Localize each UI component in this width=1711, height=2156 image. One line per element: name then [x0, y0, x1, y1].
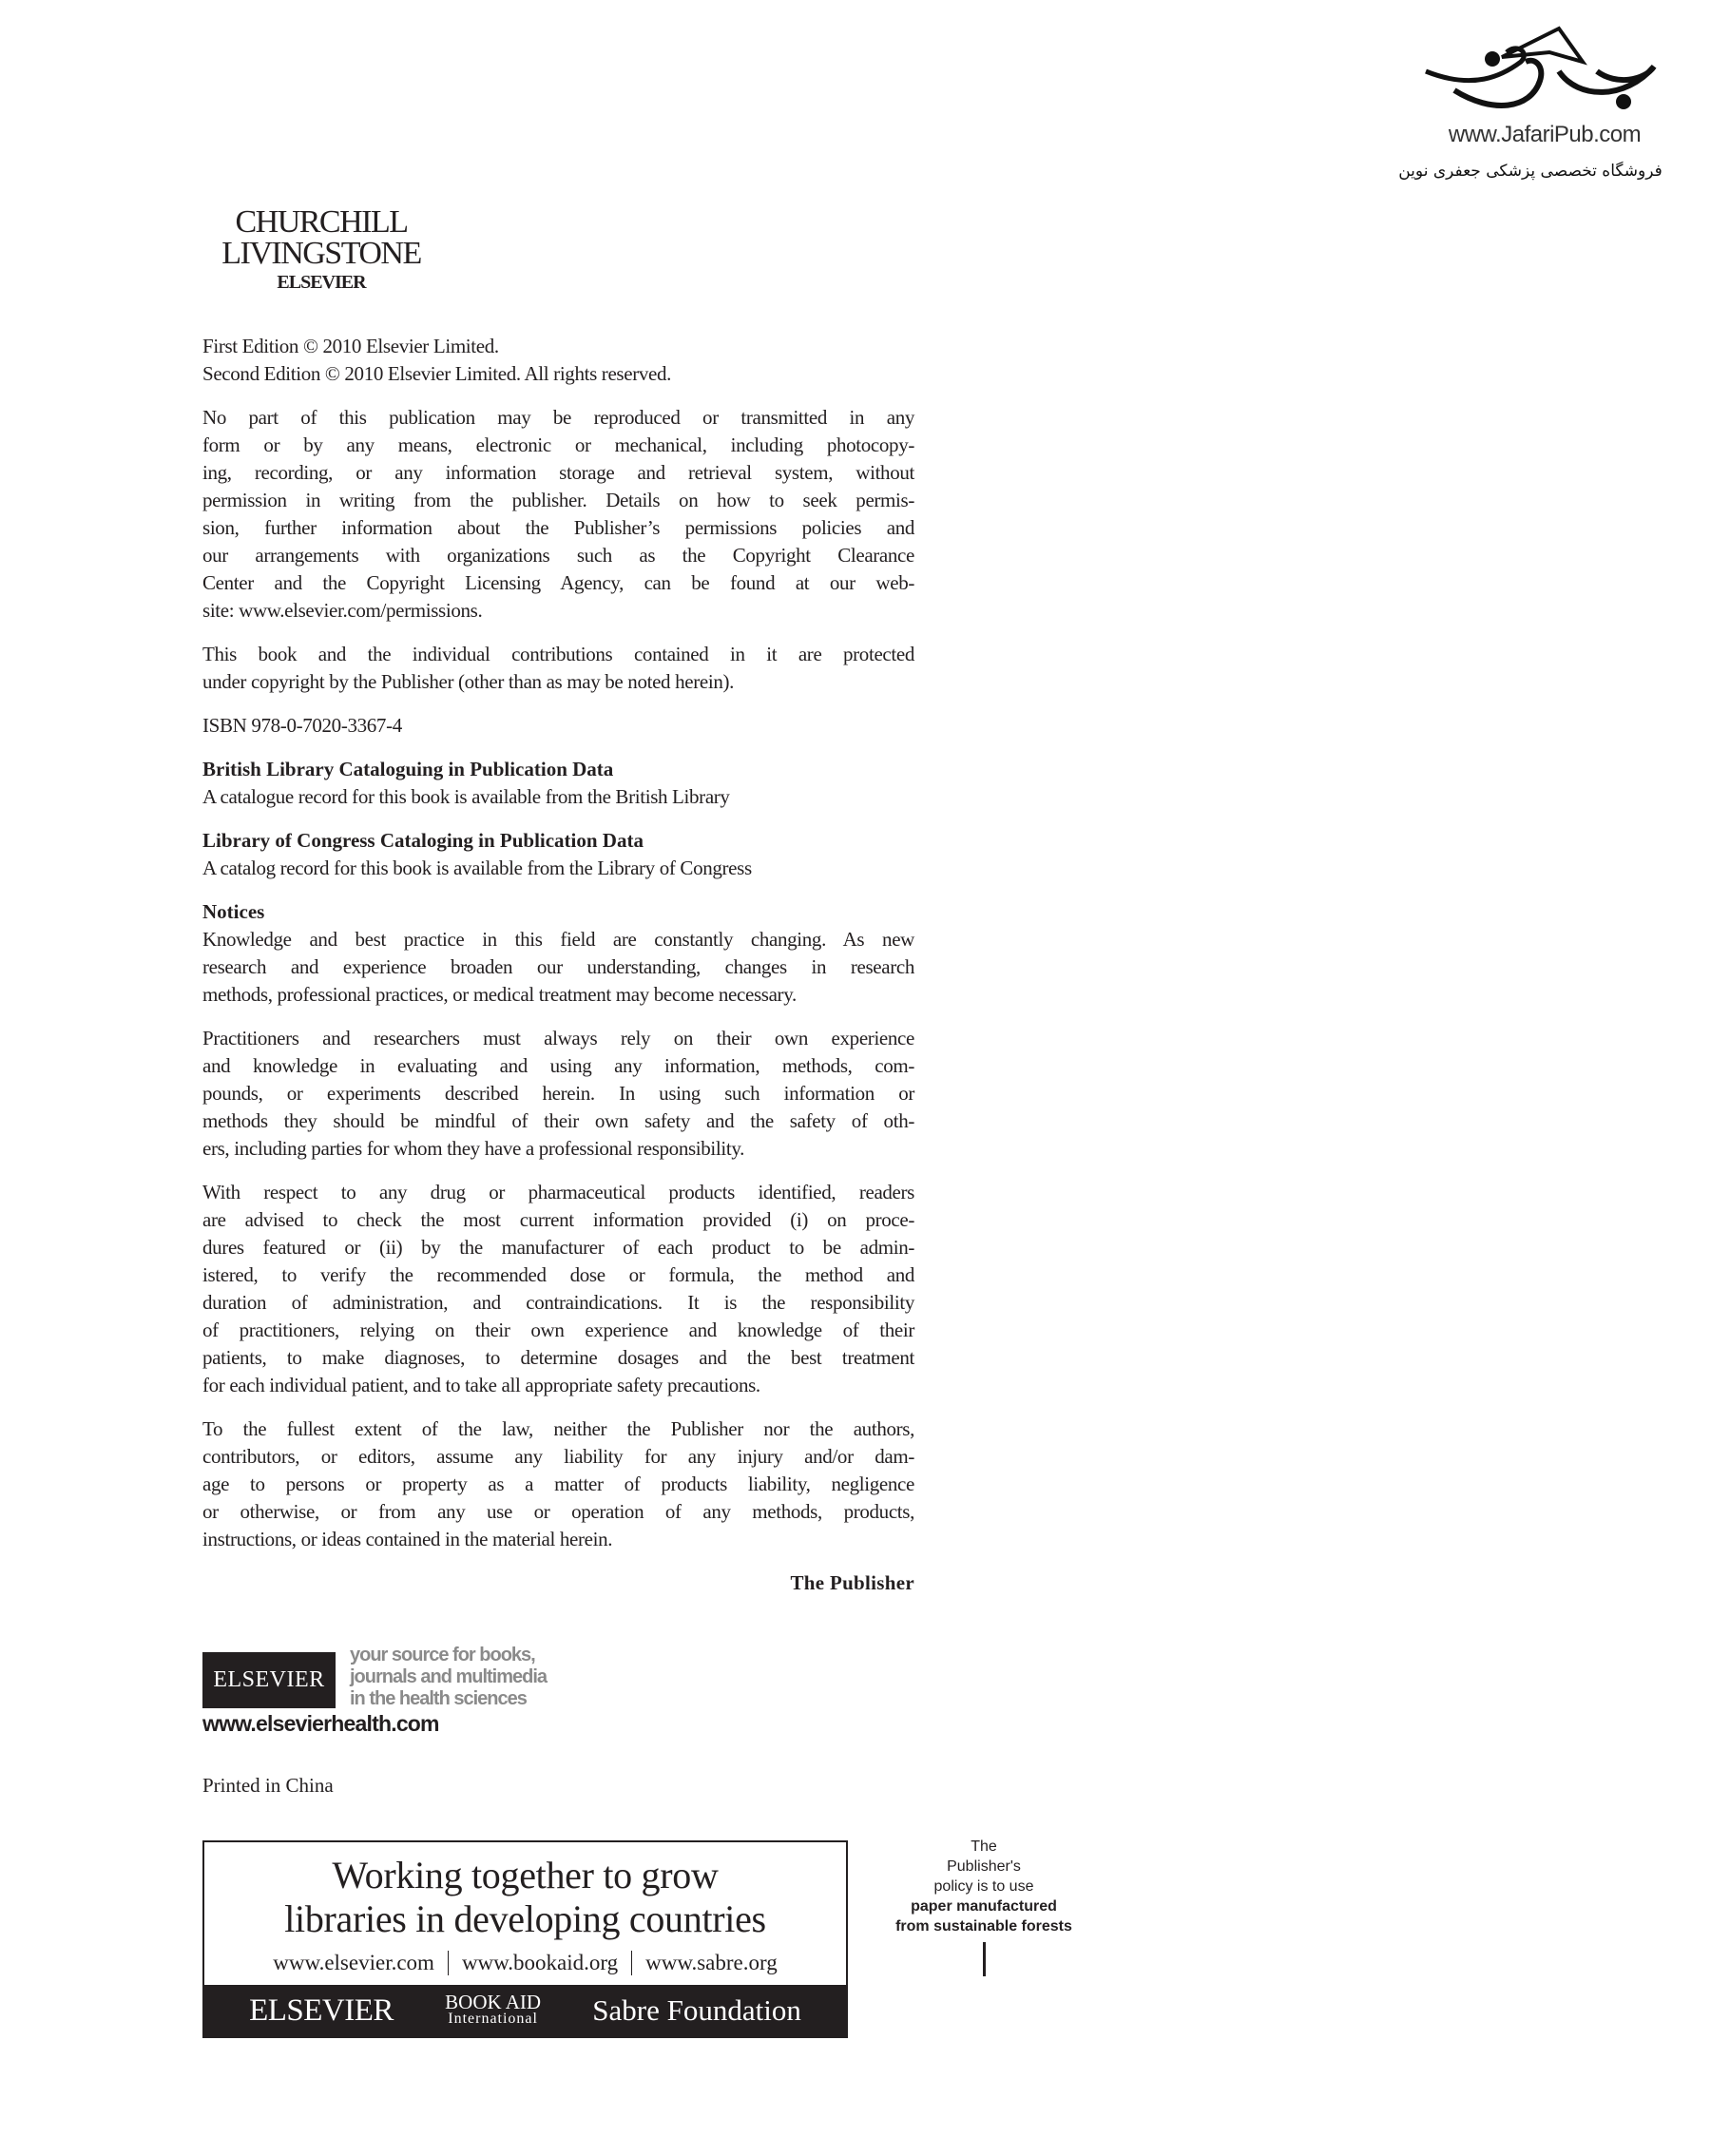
policy-line: paper manufactured — [911, 1898, 1057, 1915]
text-line: are advised to check the most current information provided (i) on proce- — [202, 1208, 914, 1231]
text-line: instructions, or ideas contained in the material herein. — [202, 1528, 613, 1550]
partner-bar — [204, 1985, 846, 2036]
loc-block — [202, 827, 914, 882]
notice-paragraph — [202, 926, 914, 1009]
text-line: methods they should be mindful of their own safety and the safety of oth- — [202, 1109, 914, 1132]
publisher-imprint — [202, 204, 440, 295]
bookaid-line-2: International — [448, 2011, 538, 2027]
partner-bookaid — [445, 1993, 541, 2028]
text-line: To the fullest extent of the law, neither the Publisher nor the authors, — [202, 1417, 914, 1440]
text-line: and knowledge in evaluating and using any information, methods, com- — [202, 1054, 914, 1077]
partner-elsevier: ELSEVIER — [249, 1992, 394, 2028]
jafari-url: www.JafariPub.com — [1448, 122, 1642, 147]
policy-line: policy is to use — [933, 1878, 1034, 1895]
imprint-line-1: CHURCHILL — [235, 204, 408, 240]
separator — [448, 1951, 449, 1975]
paper-policy-note — [875, 1837, 1093, 1976]
text-line: under copyright by the Publisher (other than as may be noted herein). — [202, 670, 735, 693]
text-line: for each individual patient, and to take all appropriate safety precautions. — [202, 1374, 760, 1396]
policy-line: Publisher's — [947, 1858, 1021, 1875]
loc-text: A catalog record for this book is available from the Library of Congress — [202, 857, 752, 879]
bookaid-line-1: BOOK AID — [445, 1991, 542, 2013]
policy-line: from sustainable forests — [895, 1918, 1072, 1935]
elsevier-tagline — [350, 1645, 547, 1710]
text-line: sion, further information about the Publisher’s permissions policies and — [202, 516, 914, 539]
text-line: No part of this publication may be reproduced or transmitted in any — [202, 406, 914, 429]
text-line: age to persons or property as a matter of products liability, negligence — [202, 1473, 914, 1495]
bookaid-link[interactable]: www.bookaid.org — [461, 1951, 619, 1974]
imprint-line-3: ELSEVIER — [277, 272, 366, 293]
text-line: pounds, or experiments described herein. In using such information or — [202, 1082, 914, 1105]
publisher-signature: The Publisher — [790, 1571, 914, 1594]
text-line: With respect to any drug or pharmaceutical products identified, readers — [202, 1181, 914, 1203]
imprint-line-2: LIVINGSTONE — [221, 236, 421, 271]
notice-paragraph — [202, 1025, 914, 1163]
text-line: of practitioners, relying on their own experience and knowledge of their — [202, 1319, 914, 1341]
notices-heading: Notices — [202, 900, 265, 923]
text-line: methods, professional practices, or medical treatment may become necessary. — [202, 983, 797, 1006]
tagline-line: your source for books, — [350, 1645, 535, 1665]
loc-heading: Library of Congress Cataloging in Publication Data — [202, 829, 644, 852]
elsevier-link[interactable]: www.elsevier.com — [273, 1951, 434, 1974]
british-library-text: A catalogue record for this book is available from the British Library — [202, 785, 730, 808]
edition-line: First Edition © 2010 Elsevier Limited. — [202, 335, 499, 357]
text-line: dures featured or (ii) by the manufacturer of each product to be admin- — [202, 1236, 914, 1259]
calligraphy-logo-icon — [1416, 24, 1663, 119]
tagline-line: in the health sciences — [350, 1688, 527, 1709]
text-line: Center and the Copyright Licensing Agency, can be found at our web- — [202, 571, 914, 594]
book-aid-banner — [202, 1840, 848, 2038]
jafari-persian-text: فروشگاه تخصصی پزشکی جعفری نوین — [1398, 162, 1663, 181]
text-line: research and experience broaden our understanding, changes in research — [202, 955, 914, 978]
text-line: patients, to make diagnoses, to determine dosages and the best treatment — [202, 1346, 914, 1369]
text-line: contributors, or editors, assume any liability for any injury and/or dam- — [202, 1445, 914, 1468]
british-library-block — [202, 756, 914, 811]
text-line: site: www.elsevier.com/permissions. — [202, 599, 483, 622]
british-library-heading: British Library Cataloguing in Publication Data — [202, 758, 614, 780]
text-line: our arrangements with organizations such as the Copyright Clearance — [202, 544, 914, 567]
text-line: form or by any means, electronic or mechanical, including photocopy- — [202, 433, 914, 456]
tagline-line: journals and multimedia — [350, 1666, 548, 1687]
editions — [202, 333, 914, 388]
book-aid-title — [204, 1854, 846, 1941]
elsevier-health-url[interactable]: www.elsevierhealth.com — [202, 1711, 439, 1736]
text-line: istered, to verify the recommended dose or formula, the method and — [202, 1263, 914, 1286]
protection-paragraph — [202, 641, 914, 696]
edition-line: Second Edition © 2010 Elsevier Limited. All rights reserved. — [202, 362, 672, 385]
text-line: ers, including parties for whom they have a professional responsibility. — [202, 1137, 745, 1160]
text-line: duration of administration, and contraindications. It is the responsibility — [202, 1291, 914, 1314]
title-line: libraries in developing countries — [284, 1897, 766, 1940]
elsevier-logo: ELSEVIER — [202, 1652, 336, 1708]
policy-rule — [983, 1942, 986, 1976]
text-line: permission in writing from the publisher. Details on how to seek permis- — [202, 489, 914, 511]
book-aid-urls — [204, 1951, 846, 1975]
jafari-logo — [1416, 24, 1663, 124]
notices-body — [202, 926, 914, 1553]
text-line: or otherwise, or from any use or operation of any methods, products, — [202, 1500, 914, 1523]
policy-line: The — [971, 1838, 997, 1855]
text-line: Knowledge and best practice in this field are constantly changing. As new — [202, 928, 914, 951]
isbn: ISBN 978-0-7020-3367-4 — [202, 714, 402, 737]
text-line: ing, recording, or any information storage and retrieval system, without — [202, 461, 914, 484]
separator — [631, 1951, 632, 1975]
title-line: Working together to grow — [332, 1854, 719, 1896]
text-line: Practitioners and researchers must always rely on their own experience — [202, 1027, 914, 1049]
text-line: This book and the individual contributions contained in it are protected — [202, 643, 914, 665]
copyright-text — [202, 333, 914, 1597]
notice-paragraph — [202, 1415, 914, 1553]
sabre-link[interactable]: www.sabre.org — [645, 1951, 778, 1974]
notice-paragraph — [202, 1179, 914, 1399]
partner-sabre: Sabre Foundation — [592, 1993, 801, 2027]
rights-paragraph — [202, 404, 914, 625]
printed-in: Printed in China — [202, 1774, 334, 1797]
